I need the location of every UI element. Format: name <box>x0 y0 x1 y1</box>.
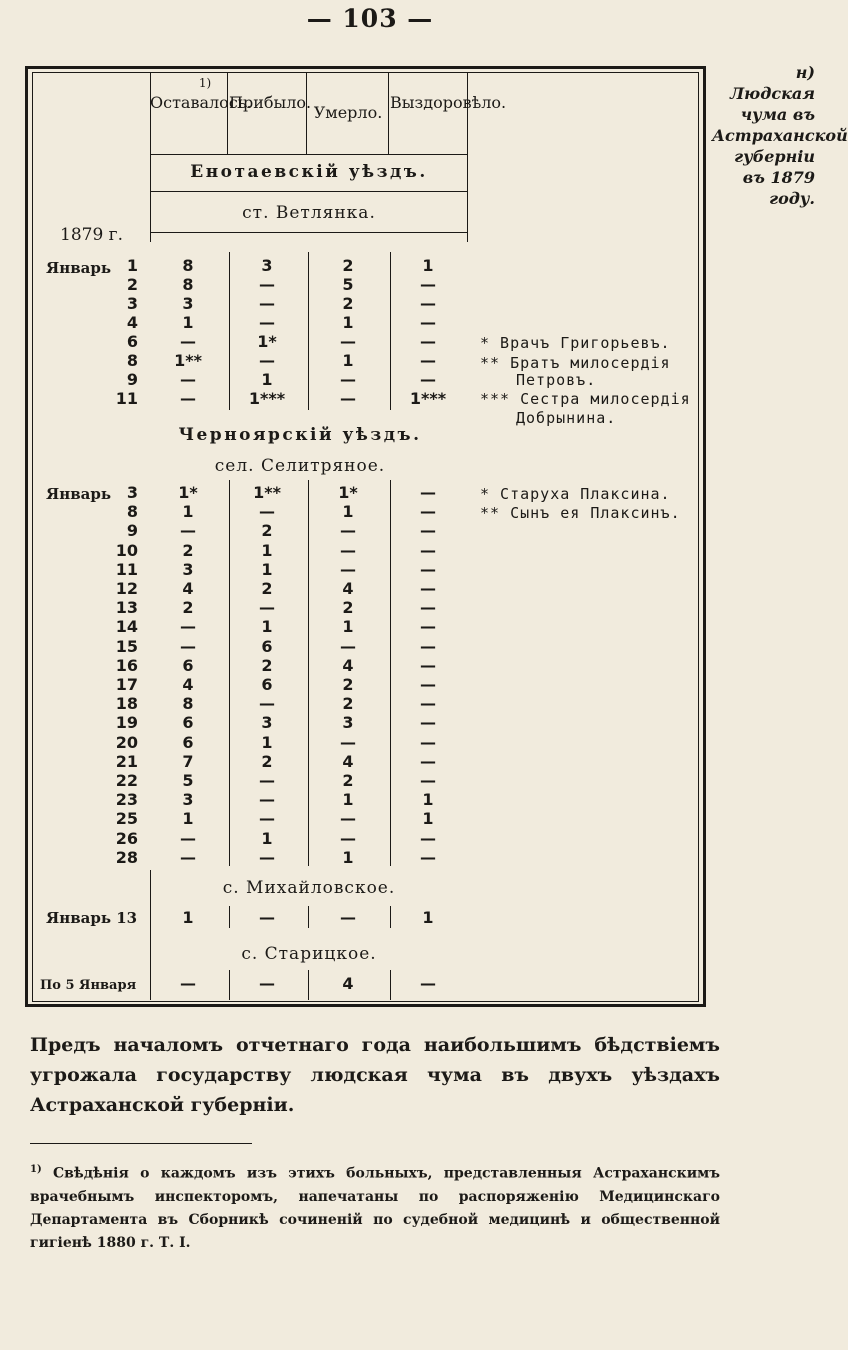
table-row-day: 15 <box>115 636 138 656</box>
table-cell: 2 <box>261 655 273 675</box>
table-cell: — <box>340 540 356 560</box>
table-cell: 4 <box>342 655 354 675</box>
village-title-staritskoe: с. Старицкое. <box>241 944 377 964</box>
table-cell: 1 <box>261 828 273 848</box>
station-title-vetlyanka: ст. Ветлянка. <box>242 203 376 223</box>
table-cell: — <box>420 579 436 598</box>
cell-rule <box>229 970 230 1000</box>
table-cell: 1 <box>342 617 354 637</box>
table-cell: 2 <box>342 694 354 714</box>
table-cell: 2 <box>261 579 273 598</box>
row-rule <box>150 154 467 155</box>
row-note: ** Сынъ ея Плаксинъ. <box>480 504 681 522</box>
table-cell: 7 <box>182 751 194 771</box>
header-col-died: Умерло. <box>313 103 383 122</box>
table-row-day: 11 <box>115 389 138 408</box>
table-row-day: 8 <box>126 502 138 522</box>
column-rule <box>306 72 307 154</box>
table-cell: — <box>180 617 196 637</box>
table-cell: — <box>340 521 356 541</box>
table-row-day: 9 <box>126 521 138 541</box>
header-col-arrived: Прибыло. <box>229 93 312 112</box>
table-cell: 1 <box>261 540 273 560</box>
row-note: * Врачъ Григорьевъ. <box>480 334 671 352</box>
table-row-day: 13 <box>115 598 138 618</box>
table-cell: — <box>340 636 356 656</box>
table-cell: — <box>420 332 436 351</box>
table-cell: 4 <box>342 751 354 771</box>
header-footnote-mark: 1) <box>198 76 212 90</box>
cell-rule <box>308 480 309 866</box>
table-cell: 4 <box>342 579 354 598</box>
table-cell: 1 <box>182 908 194 927</box>
table-row-day: 25 <box>115 809 138 829</box>
table-cell: 5 <box>182 771 194 790</box>
table-row-day: 18 <box>115 694 138 714</box>
table-cell: — <box>420 732 436 752</box>
year-label: 1879 г. <box>60 225 123 245</box>
village-title-selitryanoe: сел. Селитряное. <box>214 456 386 476</box>
uezd-title-chernoyarsky: Черноярскій уѣздъ. <box>178 425 422 445</box>
table-cell: 4 <box>342 974 354 993</box>
table-row-day: 22 <box>115 771 138 790</box>
table-cell: 8 <box>182 256 194 275</box>
cell-rule <box>229 480 230 866</box>
table-cell: — <box>259 908 275 927</box>
table-cell: — <box>180 828 196 848</box>
table-cell: — <box>420 713 436 733</box>
table-cell: — <box>259 502 275 522</box>
table-cell: — <box>420 617 436 637</box>
table-cell: — <box>180 370 196 389</box>
table-cell: — <box>259 694 275 714</box>
table-cell: 3 <box>342 713 354 733</box>
table-cell: 1 <box>182 502 194 522</box>
table-cell: 1 <box>342 502 354 522</box>
table-cell: — <box>180 974 196 993</box>
table-cell: 6 <box>182 655 194 675</box>
row-note: Петровъ. <box>516 371 597 389</box>
table-row-day: 19 <box>115 713 138 733</box>
table-cell: 1* <box>338 483 358 502</box>
table-cell: — <box>420 483 436 502</box>
table-cell: — <box>340 732 356 752</box>
table-cell: 1 <box>182 313 194 332</box>
column-rule <box>150 72 151 242</box>
table-cell: — <box>340 370 356 389</box>
table-cell: — <box>259 771 275 790</box>
table-cell: 3 <box>261 256 273 275</box>
column-rule <box>227 72 228 154</box>
table-row-day: 16 <box>115 655 138 675</box>
row-note: Добрынина. <box>516 409 617 427</box>
table-cell: 1 <box>342 847 354 867</box>
table-row-day: 14 <box>115 617 138 637</box>
table-cell: 1** <box>253 483 281 502</box>
table-cell: 4 <box>182 675 194 694</box>
table-cell: — <box>180 521 196 541</box>
body-paragraph: Предъ началомъ отчетнаго года наибольшимъ бѣдствіемъ угрожала государству людская чума въ двухъ уѣздахъ Астраханской губерніи. <box>30 1034 720 1116</box>
table-cell: — <box>259 598 275 618</box>
row-rule <box>150 191 467 192</box>
table-cell: — <box>259 275 275 294</box>
table-row-day: 11 <box>115 559 138 579</box>
table-cell: 1 <box>342 313 354 332</box>
table-cell: 6 <box>261 675 273 694</box>
table-cell: 3 <box>182 790 194 810</box>
table-cell: — <box>259 313 275 332</box>
village-title-mikhaylovskoe: с. Михайловское. <box>222 878 396 898</box>
table-row-day: 12 <box>115 579 138 598</box>
table-row-day: 20 <box>115 732 138 752</box>
table-cell: — <box>420 502 436 522</box>
table-cell: 4 <box>182 579 194 598</box>
cell-rule <box>390 970 391 1000</box>
table-cell: — <box>420 294 436 313</box>
table-cell: — <box>259 351 275 370</box>
table-cell: — <box>420 847 436 867</box>
table-cell: 2 <box>342 598 354 618</box>
cell-rule <box>229 252 230 410</box>
table-cell: 1** <box>174 351 202 370</box>
table-row-day: 10 <box>115 540 138 560</box>
table-cell: 1 <box>182 809 194 829</box>
table-cell: 2 <box>342 294 354 313</box>
table-cell: — <box>340 809 356 829</box>
table-cell: — <box>340 828 356 848</box>
row-label: По 5 Января <box>40 978 137 993</box>
table-cell: — <box>259 809 275 829</box>
column-rule <box>467 72 468 242</box>
table-cell: 6 <box>182 713 194 733</box>
row-note: *** Сестра милосердія <box>480 390 691 408</box>
table-cell: 1 <box>261 559 273 579</box>
table-cell: 1 <box>342 790 354 810</box>
cell-rule <box>390 906 391 928</box>
table-cell: — <box>259 974 275 993</box>
table-cell: 1* <box>178 483 198 502</box>
footnote-text: Свѣдѣнія о каждомъ изъ этихъ больныхъ, представленныя Астраханскимъ врачебнымъ инспекторомъ, напечатаны по распоряженію Медицинскаго Департамента въ Сборникѣ сочиненій по судебной медицинѣ и общественной гигіенѣ 1880 г. Т. I. <box>30 1165 721 1251</box>
row-rule <box>150 232 467 233</box>
table-cell: 2 <box>342 771 354 790</box>
table-cell: 1* <box>257 332 277 351</box>
table-cell: — <box>420 694 436 714</box>
table-row-day: 26 <box>115 828 138 848</box>
table-cell: — <box>259 847 275 867</box>
cell-rule <box>308 906 309 928</box>
table-cell: — <box>420 540 436 560</box>
table-cell: 2 <box>261 521 273 541</box>
table-cell: — <box>340 389 356 408</box>
page-number: — 103 — <box>306 4 434 33</box>
table-cell: 8 <box>182 275 194 294</box>
table-cell: 5 <box>342 275 354 294</box>
table-cell: 1 <box>261 617 273 637</box>
table-cell: 1 <box>342 351 354 370</box>
table-row-day: 23 <box>115 790 138 810</box>
cell-rule <box>390 252 391 410</box>
table-cell: 1 <box>422 908 434 927</box>
table-cell: — <box>420 598 436 618</box>
table-cell: — <box>180 332 196 351</box>
table-cell: 2 <box>342 675 354 694</box>
table-cell: — <box>259 294 275 313</box>
table-cell: — <box>420 828 436 848</box>
table-cell: — <box>420 974 436 993</box>
table-cell: 1 <box>422 790 434 810</box>
row-label: Январь 13 <box>46 909 138 927</box>
cell-rule <box>390 480 391 866</box>
table-cell: — <box>420 370 436 389</box>
table-cell: 1 <box>422 809 434 829</box>
table-cell: — <box>420 771 436 790</box>
table-cell: 1*** <box>409 389 447 408</box>
header-col-remained: Оставалось. <box>150 93 252 112</box>
cell-rule <box>308 970 309 1000</box>
table-row-day: 4 <box>126 313 138 332</box>
table-cell: 1*** <box>248 389 286 408</box>
table-cell: — <box>180 389 196 408</box>
table-cell: — <box>340 332 356 351</box>
table-cell: 2 <box>342 256 354 275</box>
table-cell: 1 <box>261 370 273 389</box>
cell-rule <box>229 906 230 928</box>
table-row-day: 17 <box>115 675 138 694</box>
table-cell: — <box>340 908 356 927</box>
table-cell: 2 <box>261 751 273 771</box>
table-cell: 6 <box>261 636 273 656</box>
table-cell: — <box>420 521 436 541</box>
table-cell: — <box>180 636 196 656</box>
cell-rule <box>308 252 309 410</box>
table-cell: — <box>259 790 275 810</box>
table-cell: — <box>420 559 436 579</box>
column-rule <box>388 72 389 154</box>
month-label: Январь <box>46 259 112 277</box>
table-cell: — <box>420 751 436 771</box>
table-cell: — <box>420 351 436 370</box>
table-row-day: 2 <box>126 275 138 294</box>
uezd-title-enotaevsky: Енотаевскій уѣздъ. <box>190 162 428 182</box>
table-row-day: 1 <box>126 256 138 275</box>
table-cell: — <box>420 675 436 694</box>
table-cell: 2 <box>182 598 194 618</box>
row-note: * Старуха Плаксина. <box>480 485 671 503</box>
table-cell: — <box>420 655 436 675</box>
table-row-day: 8 <box>126 351 138 370</box>
table-cell: 2 <box>182 540 194 560</box>
footnote-mark: 1) <box>30 1164 42 1175</box>
table-cell: — <box>420 275 436 294</box>
footnote-rule <box>30 1143 252 1144</box>
table-cell: — <box>340 559 356 579</box>
table-cell: 8 <box>182 694 194 714</box>
table-cell: 3 <box>261 713 273 733</box>
table-row-day: 28 <box>115 847 138 867</box>
table-row-day: 21 <box>115 751 138 771</box>
table-cell: 1 <box>261 732 273 752</box>
table-row-day: 3 <box>126 483 138 502</box>
table-row-day: 9 <box>126 370 138 389</box>
table-cell: 3 <box>182 559 194 579</box>
table-cell: — <box>420 313 436 332</box>
row-note: ** Братъ милосердія <box>480 354 671 372</box>
table-row-day: 6 <box>126 332 138 351</box>
table-cell: 1 <box>422 256 434 275</box>
table-cell: — <box>180 847 196 867</box>
margin-note: н) Людская чума въ Астраханской губерніи въ 1879 году. <box>712 63 848 208</box>
table-cell: — <box>420 636 436 656</box>
table-row-day: 3 <box>126 294 138 313</box>
table-cell: 6 <box>182 732 194 752</box>
month-label: Январь <box>46 485 112 503</box>
footnote <box>30 1158 720 1255</box>
header-col-recovered: Выздоровѣло. <box>390 93 507 112</box>
table-cell: 3 <box>182 294 194 313</box>
